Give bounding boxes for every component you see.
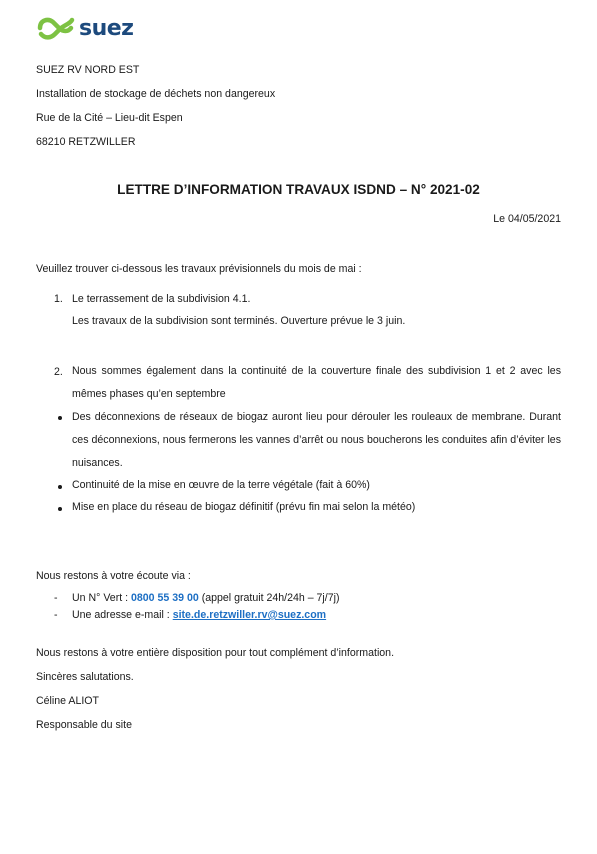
bullet-icon: [58, 416, 62, 420]
signer-name: Céline ALIOT: [36, 695, 100, 707]
letter-title: LETTRE D’INFORMATION TRAVAUX ISDND – N° 2021-02: [117, 182, 480, 197]
bullet-icon: [58, 485, 62, 489]
dash-marker: -: [54, 592, 58, 604]
phone-note: (appel gratuit 24h/24h – 7j/7j): [198, 592, 340, 604]
letter-date: Le 04/05/2021: [493, 213, 561, 225]
sender-city: 68210 RETZWILLER: [36, 136, 136, 148]
intro-text: Veuillez trouver ci-dessous les travaux prévisionnels du mois de mai :: [36, 263, 362, 275]
email-link[interactable]: site.de.retzwiller.rv@suez.com: [172, 609, 327, 621]
contact-intro: Nous restons à votre écoute via :: [36, 570, 191, 582]
item-line: Les travaux de la subdivision sont terminés. Ouverture prévue le 3 juin.: [72, 315, 406, 327]
suez-logo: [36, 14, 133, 42]
closing-availability: Nous restons à votre entière disposition pour tout complément d’information.: [36, 647, 395, 659]
suez-swirl-icon: [36, 14, 76, 42]
sender-street: Rue de la Cité – Lieu-dit Espen: [36, 112, 183, 124]
brand-name: suez: [79, 15, 134, 41]
bullet-icon: [58, 507, 62, 511]
closing-salutation: Sincères salutations.: [36, 671, 134, 683]
phone-label: Un N° Vert :: [72, 592, 131, 604]
phone-number[interactable]: 0800 55 39 00: [131, 592, 199, 604]
item-text: Nous sommes également dans la continuité de la couverture finale des subdivision 1 et 2 avec les mêmes phases qu’en septembre: [72, 365, 561, 400]
signer-role: Responsable du site: [36, 719, 132, 731]
bullet-text: Mise en place du réseau de biogaz définitif (prévu fin mai selon la météo): [72, 501, 416, 513]
email-label: Une adresse e-mail :: [72, 609, 173, 621]
item-line: Le terrassement de la subdivision 4.1.: [72, 293, 251, 305]
sender-facility: Installation de stockage de déchets non dangereux: [36, 88, 276, 100]
item-number: 2.: [54, 366, 63, 378]
phone-line: [72, 592, 340, 604]
sender-company: SUEZ RV NORD EST: [36, 64, 140, 76]
email-line: [72, 609, 326, 621]
dash-marker: -: [54, 609, 58, 621]
bullet-text: Des déconnexions de réseaux de biogaz auront lieu pour dérouler les rouleaux de membrane. Durant ces déconnexions, nous fermerons les vannes d’arrêt ou nous boucherons les conduites afin d’éviter les nuisances.: [72, 411, 561, 469]
item-number: 1.: [54, 293, 63, 305]
bullet-text: Continuité de la mise en œuvre de la terre végétale (fait à 60%): [72, 479, 370, 491]
